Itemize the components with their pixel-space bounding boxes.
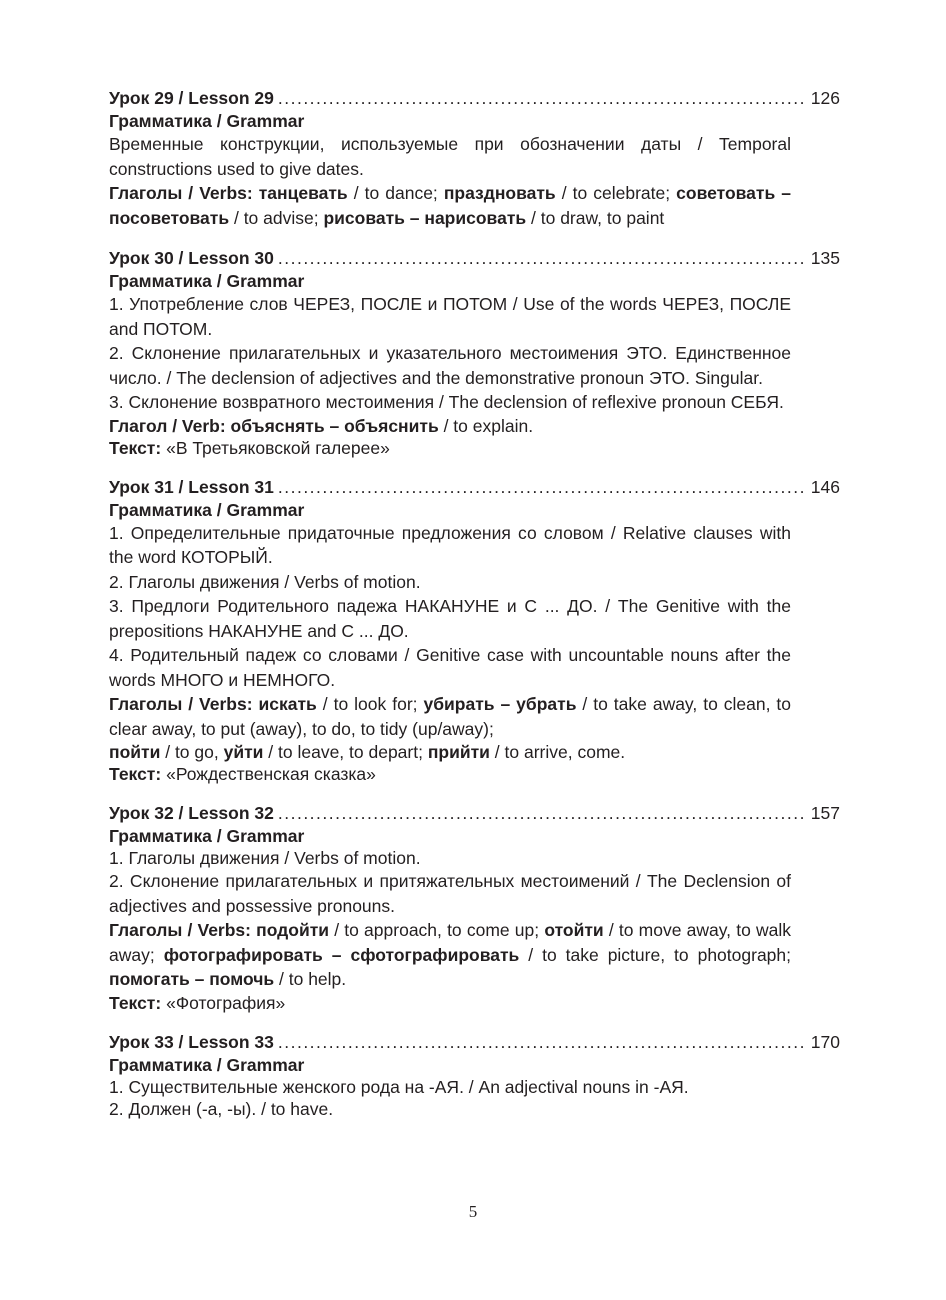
text-segment: 1. Употребление слов ЧЕРЕЗ, ПОСЛЕ и ПОТОМ / Use of the words ЧЕРЕЗ, ПОСЛЕ and ПОТОМ.: [109, 294, 791, 339]
lesson-entry: [109, 248, 840, 459]
text-segment: / to celebrate;: [555, 183, 677, 203]
text-segment: Текст:: [109, 992, 162, 1013]
text-segment: 2. Склонение прилагательных и указательного местоимения ЭТО. Единственное число. / The declension of adjectives and the demonstrative pronoun ЭТО. Singular.: [109, 343, 791, 388]
text-segment: 2. Склонение прилагательных и притяжательных местоимений / The Declension of adjectives and possessive pronouns.: [109, 871, 791, 916]
lesson-heading: [109, 248, 840, 270]
text-segment: Текст:: [109, 764, 162, 784]
text-segment: 1. Определительные придаточные предложения со словом / Relative clauses with the word КОТОРЫЙ.: [109, 522, 791, 567]
dot-leader: [278, 803, 804, 824]
text-segment: «Рождественская сказка»: [161, 764, 376, 784]
lesson-page-number: 126: [810, 88, 840, 108]
dot-leader: [278, 1032, 804, 1053]
text-segment: 2. Глаголы движения / Verbs of motion.: [109, 571, 421, 592]
lesson-title: Урок 31 / Lesson 31: [109, 476, 274, 497]
text-segment: 1. Глаголы движения / Verbs of motion.: [109, 848, 421, 868]
text-segment: / to help.: [274, 969, 347, 989]
verbs-line: [109, 181, 791, 230]
grammar-label: Грамматика / Grammar: [109, 826, 305, 846]
lesson-page-number: 170: [810, 1031, 840, 1052]
lesson-entry: [109, 477, 840, 786]
text-segment: Глагол / Verb: объяснять – объяснить: [109, 415, 439, 436]
lesson-heading: [109, 88, 840, 110]
verbs-line: [109, 692, 791, 741]
text-segment: пойти: [109, 742, 161, 762]
grammar-label: Грамматика / Grammar: [109, 499, 305, 520]
text-segment: Глаголы / Verbs: искать: [109, 694, 317, 714]
text-segment: помогать – помочь: [109, 969, 275, 989]
content-line: [109, 1076, 791, 1098]
text-segment: 2. Должен (-а, -ы). / to have.: [109, 1098, 334, 1119]
text-segment: Глаголы / Verbs: танцевать: [109, 183, 348, 203]
text-segment: / to dance;: [347, 183, 444, 203]
text-segment: советовать – посоветовать: [109, 183, 791, 228]
text-segment: праздновать: [443, 183, 556, 203]
text-segment: «Фотография»: [161, 992, 286, 1013]
text-segment: Текст:: [109, 437, 162, 458]
content-line: [109, 292, 791, 341]
dot-leader: [278, 477, 804, 498]
text-segment: Глаголы / Verbs: подойти: [109, 920, 330, 940]
lesson-entry: [109, 1032, 840, 1120]
text-segment: / to leave, to depart;: [263, 742, 428, 762]
text-segment: 3. Склонение возвратного местоимения / The declension of reflexive pronoun СЕБЯ.: [109, 392, 784, 412]
text-segment: / to explain.: [438, 415, 534, 436]
content-line: [109, 341, 791, 390]
content-line: [109, 390, 791, 415]
grammar-label: Грамматика / Grammar: [109, 111, 305, 131]
text-segment: 1. Существительные женского рода на -АЯ. / An adjectival nouns in -АЯ.: [109, 1076, 689, 1097]
content-line: [109, 869, 791, 918]
text-segment: Временные конструкции, используемые при обозначении даты / Temporal constructions used to give dates.: [109, 134, 791, 179]
lesson-title: Урок 29 / Lesson 29: [109, 88, 274, 108]
dot-leader: [278, 88, 804, 109]
text-line: [109, 992, 791, 1014]
text-segment: уйти: [223, 742, 264, 762]
text-segment: рисовать – нарисовать: [323, 207, 527, 228]
text-segment: / to look for;: [316, 694, 424, 714]
text-segment: / to advise;: [229, 207, 324, 228]
lesson-entry: [109, 803, 840, 1014]
verbs-line: [109, 918, 791, 992]
content-line: [109, 132, 791, 181]
text-segment: / to take away, to clean, to clear away, to put (away), to do, to tidy (up/away);: [109, 694, 792, 739]
text-segment: прийти: [427, 742, 490, 762]
lesson-page-number: 135: [810, 248, 840, 268]
lesson-page-number: 157: [810, 803, 840, 823]
text-segment: / to arrive, come.: [489, 742, 626, 762]
table-of-contents: [109, 88, 840, 1138]
page-number: 5: [468, 1202, 478, 1221]
verbs-line: [109, 741, 791, 763]
lesson-title: Урок 30 / Lesson 30: [109, 248, 274, 268]
dot-leader: [278, 248, 804, 269]
text-segment: фотографировать – сфотографировать: [163, 944, 520, 965]
lesson-heading: [109, 1032, 840, 1054]
lesson-page-number: 146: [810, 476, 840, 497]
text-segment: отойти: [544, 920, 604, 940]
text-line: [109, 763, 791, 785]
text-segment: / to move away, to walk away;: [109, 920, 791, 965]
grammar-label: Грамматика / Grammar: [109, 1054, 305, 1075]
content-line: [109, 847, 791, 869]
text-segment: / to approach, to come up;: [329, 920, 545, 940]
lesson-title: Урок 32 / Lesson 32: [109, 803, 274, 823]
text-line: [109, 437, 791, 459]
lesson-heading: [109, 803, 840, 825]
text-segment: / to take picture, to photograph;: [519, 944, 792, 965]
lesson-heading: [109, 477, 840, 499]
text-segment: 4. Родительный падеж со словами / Genitive case with uncountable nouns after the words МНОГО и НЕМНОГО.: [109, 645, 791, 690]
content-line: [109, 521, 791, 570]
verbs-line: [109, 415, 791, 437]
content-line: [109, 643, 791, 692]
text-segment: «В Третьяковской галерее»: [161, 437, 390, 458]
text-segment: 3. Предлоги Родительного падежа НАКАНУНЕ и С ... ДО. / The Genitive with the prepositions НАКАНУНЕ and С ... ДО.: [109, 596, 791, 641]
grammar-label: Грамматика / Grammar: [109, 271, 305, 291]
text-segment: / to draw, to paint: [526, 207, 665, 228]
content-line: [109, 1098, 791, 1120]
lesson-title: Урок 33 / Lesson 33: [109, 1031, 274, 1052]
text-segment: убирать – убрать: [423, 694, 577, 714]
text-segment: / to go,: [160, 742, 224, 762]
content-line: [109, 570, 791, 595]
content-line: [109, 594, 791, 643]
lesson-entry: [109, 88, 840, 230]
